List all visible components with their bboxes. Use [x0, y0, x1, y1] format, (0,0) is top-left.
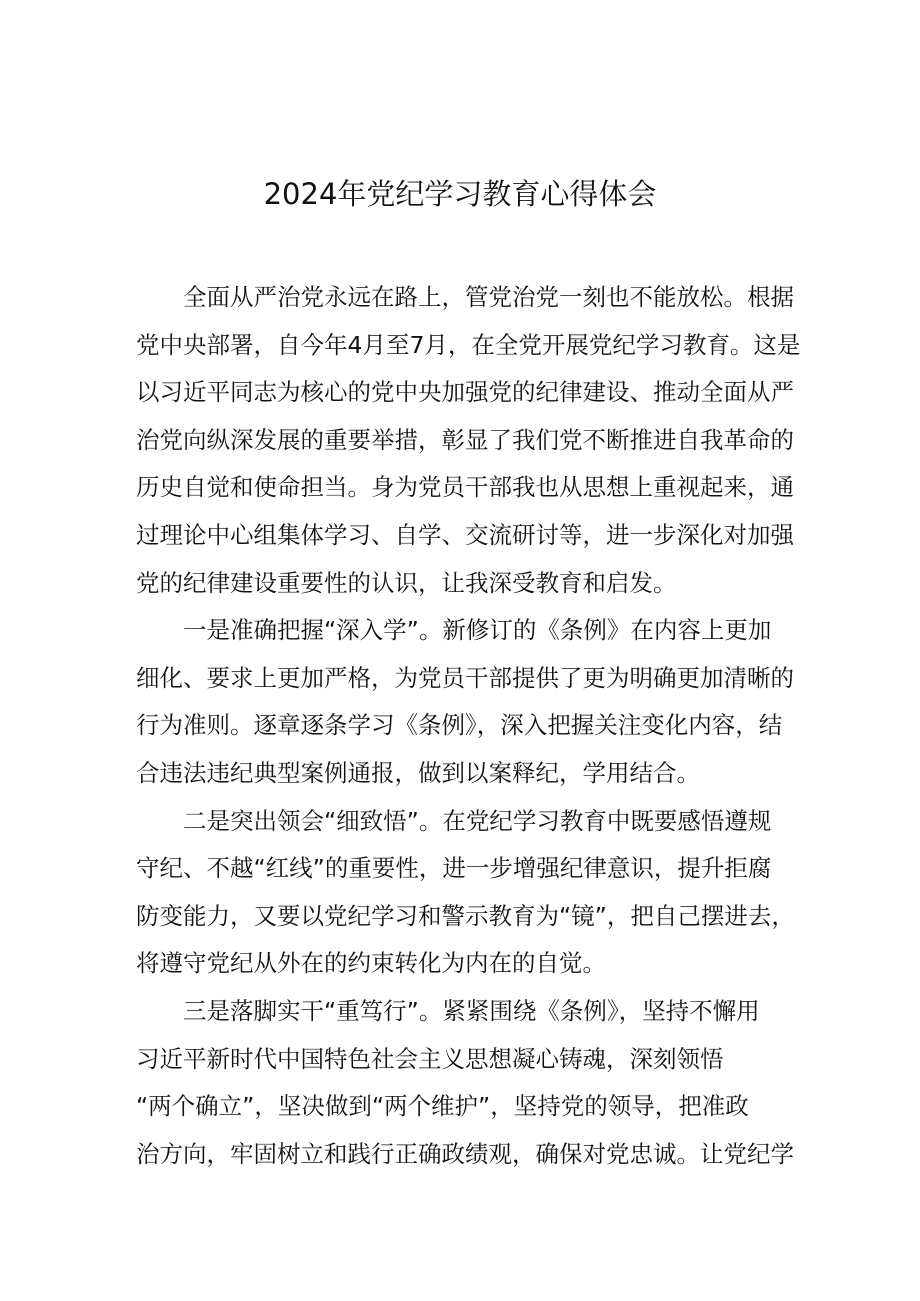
paragraph-1-line-1: 全面从严治党永远在路上，管党治党一刻也不能放松。根据: [183, 283, 794, 311]
paragraph-1-line-7: 党的纪律建设重要性的认识，让我深受教育和启发。: [136, 568, 677, 597]
paragraph-2-line-1: 一是准确把握“深入学”。新修订的《条例》在内容上更加: [183, 616, 772, 645]
paragraph-1-line-6: 过理论中心组集体学习、自学、交流研讨等，进一步深化对加强: [136, 520, 794, 549]
paragraph-1-line-5: 历史自觉和使命担当。身为党员干部我也从思想上重视起来，通: [136, 473, 794, 502]
paragraph-1-line-2: 党中央部署，自今年4月至7月，在全党开展党纪学习教育。这是: [136, 330, 801, 359]
paragraph-3-line-1: 二是突出领会“细致悟”。在党纪学习教育中既要感悟遵规: [183, 806, 772, 835]
paragraph-2-line-4: 合违法违纪典型案例通报，做到以案释纪，学用结合。: [136, 758, 700, 787]
paragraph-1-line-3: 以习近平同志为核心的党中央加强党的纪律建设、推动全面从严: [136, 378, 794, 407]
paragraph-3-line-3: 防变能力，又要以党纪学习和警示教育为“镜”，把自己摆进去，: [136, 901, 795, 930]
document-title: 2024年党纪学习教育心得体会: [263, 177, 657, 211]
paragraph-4-line-1: 三是落脚实干“重笃行”。紧紧围绕《条例》，坚持不懈用: [183, 996, 760, 1025]
paragraph-4-line-2: 习近平新时代中国特色社会主义思想凝心铸魂，深刻领悟: [136, 1044, 724, 1073]
paragraph-4-line-4: 治方向，牢固树立和践行正确政绩观，确保对党忠诚。让党纪学: [136, 1139, 794, 1168]
document-body: [136, 274, 801, 1178]
paragraph-2-line-3: 行为准则。逐章逐条学习《条例》，深入把握关注变化内容，结: [136, 711, 783, 740]
paragraph-4-line-3: “两个确立”，坚决做到“两个维护”，坚持党的领导，把准政: [136, 1092, 749, 1121]
paragraph-3-line-2: 守纪、不越“红线”的重要性，进一步增强纪律意识，提升拒腐: [136, 854, 772, 883]
paragraph-2-line-2: 细化、要求上更加严格，为党员干部提供了更为明确更加清晰的: [136, 663, 794, 692]
paragraph-1-line-4: 治党向纵深发展的重要举措，彰显了我们党不断推进自我革命的: [136, 425, 794, 454]
paragraph-3-line-4: 将遵守党纪从外在的约束转化为内在的自觉。: [136, 949, 606, 978]
